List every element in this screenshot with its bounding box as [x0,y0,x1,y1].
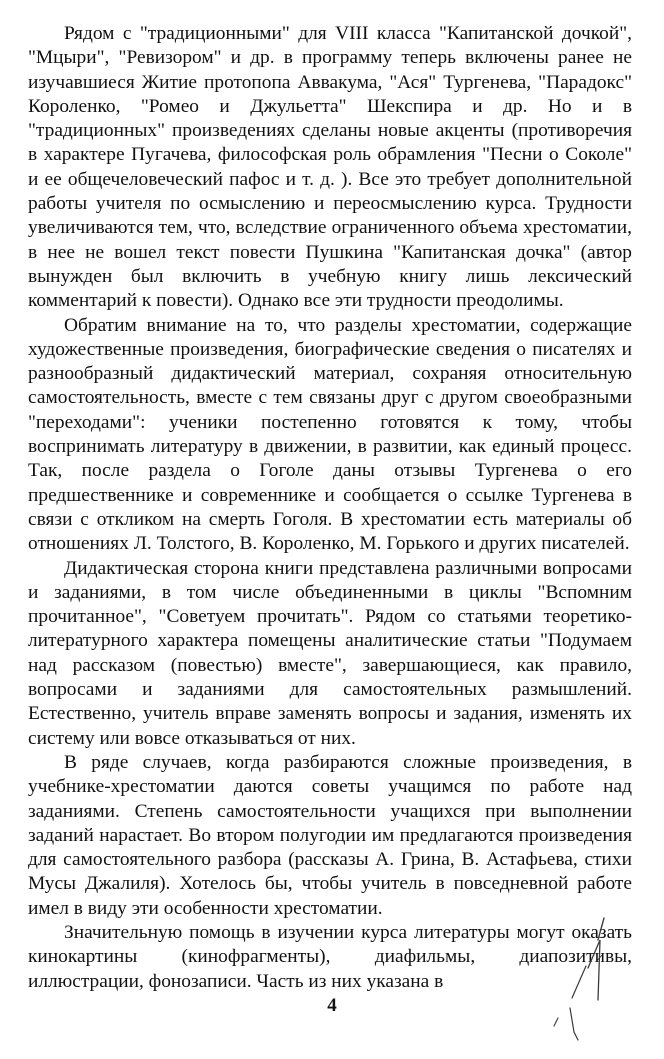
paragraph-3: Дидактическая сторона книги представлена различными вопросами и заданиями, в том числе объединенными в циклы "Вспомним прочитанное", "Советуем прочитать". Рядом со статьями теоретико-литературного характера помещены аналитические статьи "Подумаем над рассказом (повестью) вместе", завершающиеся, как правило, вопросами и заданиями для самостоятельных размышлений. Естественно, учитель вправе заменять вопросы и задания, изменять их систему или вовсе отказываться от них. [28,557,632,749]
paragraph-5: Значительную помощь в изучении курса литературы могут оказать кинокартины (кинофрагменты), диафильмы, диапозитивы, иллюстрации, фонозаписи. Часть из них указана в [28,921,632,992]
paragraph-4: В ряде случаев, когда разбираются сложные произведения, в учебнике-хрестоматии даются советы учащимся по работе над заданиями. Степень самостоятельности учащихся при выполнении заданий нарастает. Во втором полугодии им предлагаются произведения для самостоятельного разбора (рассказы А. Грина, В. Астафьева, стихи Мусы Джалиля). Хотелось бы, чтобы учитель в повседневной работе имел в виду эти особенности хрестоматии. [28,751,632,919]
page-body [28,22,632,994]
paragraph-2: Обратим внимание на то, что разделы хрестоматии, содержащие художественные произведения, биографические сведения о писателях и разнообразный дидактический материал, сохраняя относительную самостоятельность, вместе с тем связаны друг с другом своеобразными "переходами": ученики постепенно готовятся к тому, чтобы воспринимать литературу в движении, в развитии, как единый процесс. Так, после раздела о Гоголе даны отзывы Тургенева о его предшественнике и современнике и сообщается о ссылке Тургенева в связи с откликом на смерть Гоголя. В хрестоматии есть материалы об отношениях Л. Толстого, В. Короленко, М. Горького и других писателей. [28,314,632,555]
pencil-stroke-5 [554,1018,558,1026]
paragraph-1: Рядом с "традиционными" для VIII класса "Капитанской дочкой", "Мцыри", "Ревизором" и др. в программу теперь включены ранее не изучавшиеся Житие протопопа Аввакума, "Ася" Тургенева, "Парадокс" Короленко, "Ромео и Джульетта" Шекспира и др. Но и в "традиционных" произведениях сделаны новые акценты (противоречия в характере Пугачева, философская роль обрамления "Песни о Соколе" и ее общечеловеческий пафос и т. д. ). Все это требует дополнительной работы учителя по осмыслению и переосмыслению курса. Трудности увеличиваются тем, что, вследствие ограниченного объема хрестоматии, в нее не вошел текст повести Пушкина "Капитанская дочка" (автор вынужден был включить в учебную книгу лишь лексический комментарий к повести). Однако все эти трудности преодолимы. [28,23,632,312]
page-number: 4 [327,995,337,1016]
